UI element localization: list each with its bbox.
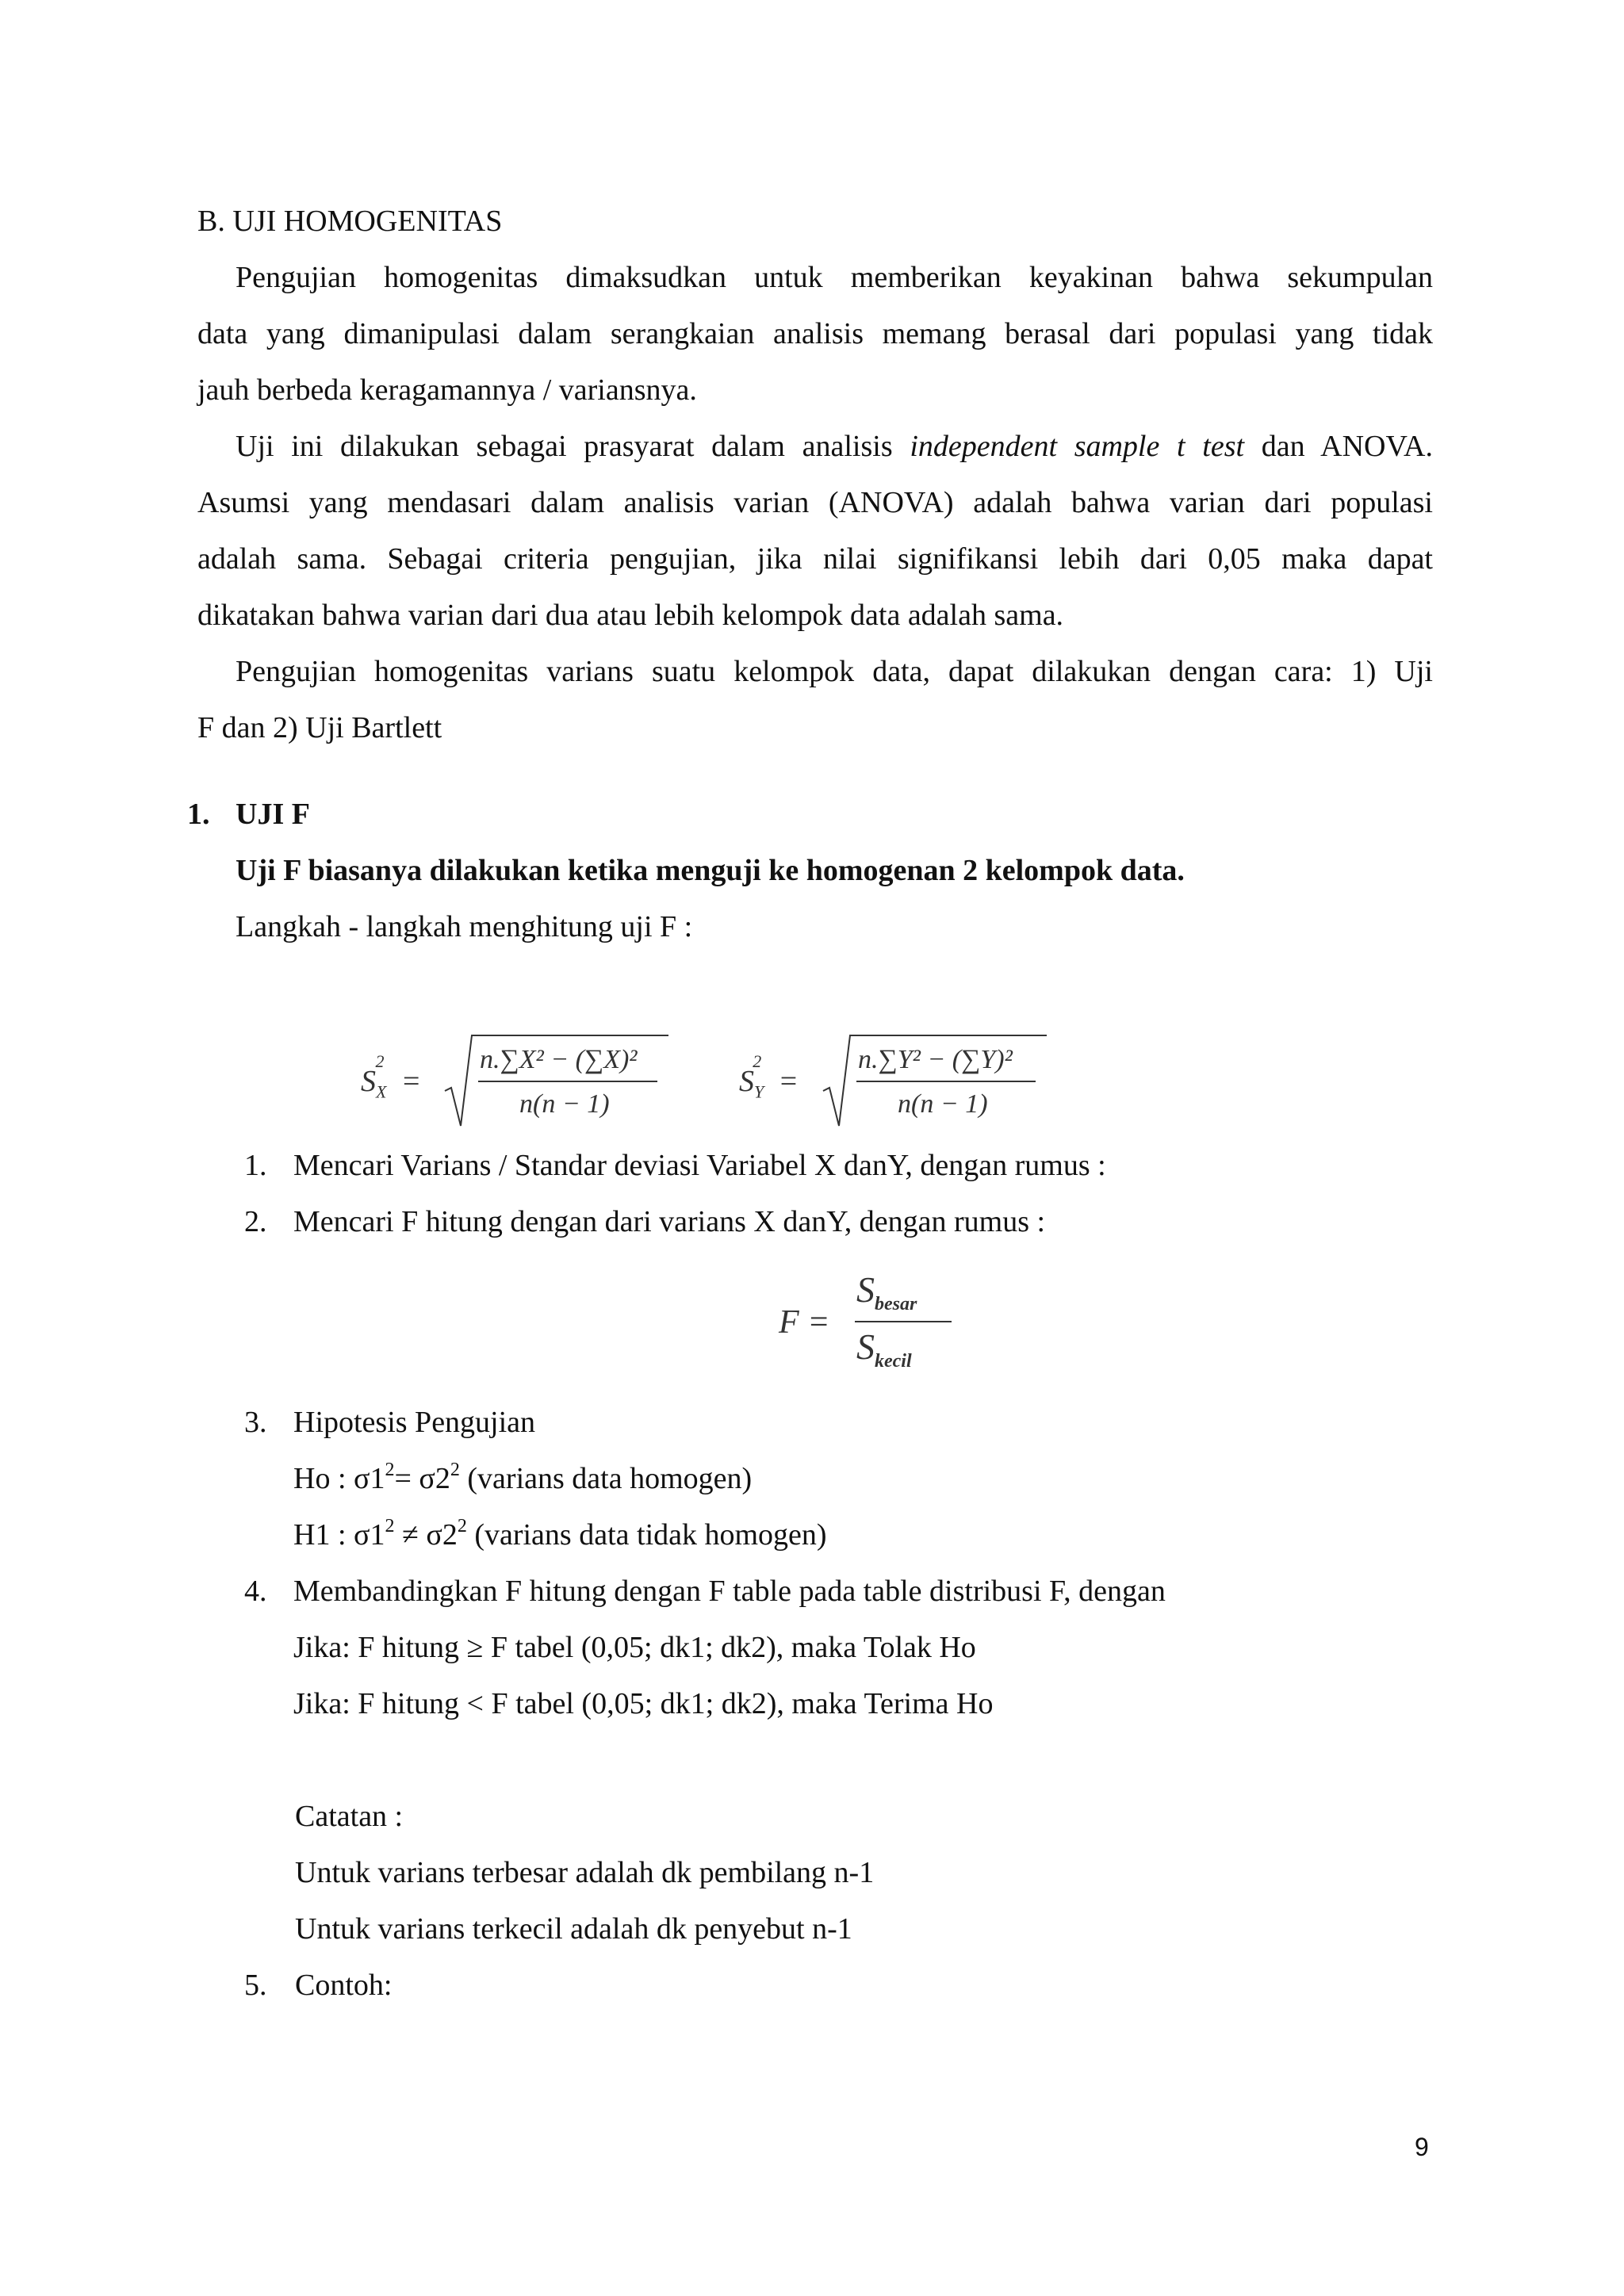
h1-sup-1: 2 <box>385 1516 395 1537</box>
step-1-text: Mencari Varians / Standar deviasi Variabel X danY, dengan rumus : <box>293 1149 1106 1182</box>
decision-reject: Jika: F hitung ≥ F tabel (0,05; dk1; dk2), maka Tolak Ho <box>293 1631 976 1664</box>
paragraph-1-line-3: jauh berbeda keragamannya / variansnya. <box>197 373 697 407</box>
sx-superscript: 2 <box>375 1051 385 1072</box>
h1-post: (varians data tidak homogen) <box>466 1518 827 1552</box>
sx-symbol: S <box>361 1065 376 1098</box>
h1-sup-2: 2 <box>457 1516 467 1537</box>
f-num-subscript: besar <box>875 1294 917 1315</box>
step-4-number: 4. <box>244 1575 267 1608</box>
f-num-symbol: S <box>856 1269 875 1310</box>
formula-f <box>779 1269 953 1380</box>
note-line-2: Untuk varians terkecil adalah dk penyebut n-1 <box>295 1912 852 1946</box>
step-2-text: Mencari F hitung dengan dari varians X danY, dengan rumus : <box>293 1205 1046 1238</box>
sy-numerator: n.∑Y² − (∑Y)² <box>858 1045 1013 1074</box>
paragraph-2-line-2: Asumsi yang mendasari dalam analisis varian (ANOVA) adalah bahwa varian dari populasi <box>197 486 1433 519</box>
h0-mid: = σ2 <box>394 1462 450 1495</box>
note-title: Catatan : <box>295 1800 404 1833</box>
sy-equals: = <box>779 1065 798 1098</box>
sy-denominator: n(n − 1) <box>898 1089 988 1119</box>
step-1-number: 1. <box>244 1149 267 1182</box>
step-4-text: Membandingkan F hitung dengan F table pada table distribusi F, dengan <box>293 1575 1166 1608</box>
sy-superscript: 2 <box>753 1051 762 1072</box>
section-heading: B. UJI HOMOGENITAS <box>197 205 503 238</box>
sx-equals: = <box>402 1065 420 1098</box>
h1-mid: ≠ σ2 <box>394 1518 458 1552</box>
h0-sup-2: 2 <box>450 1460 460 1481</box>
paragraph-3-line-1: Pengujian homogenitas varians suatu kelompok data, dapat dilakukan dengan cara: 1) Uji <box>236 655 1433 688</box>
step-3-number: 3. <box>244 1406 267 1439</box>
section-number: 1. <box>187 798 210 831</box>
h0-post: (varians data homogen) <box>459 1462 753 1495</box>
note-line-1: Untuk varians terbesar adalah dk pembilang n-1 <box>295 1856 875 1889</box>
step-3-text: Hipotesis Pengujian <box>293 1406 536 1439</box>
hypothesis-h0 <box>293 1460 752 1498</box>
paragraph-2-text: Uji ini dilakukan sebagai prasyarat dalam analisis <box>236 430 910 463</box>
f-numerator <box>856 1269 917 1315</box>
formula-sy <box>739 1029 1048 1132</box>
f-den-subscript: kecil <box>875 1351 912 1372</box>
h0-pre: Ho : σ1 <box>293 1462 385 1495</box>
paragraph-2-text-end: dan ANOVA. <box>1244 430 1433 463</box>
f-denominator <box>856 1326 912 1372</box>
h0-sup-1: 2 <box>385 1460 395 1481</box>
step-2-number: 2. <box>244 1205 267 1238</box>
hypothesis-h1 <box>293 1516 827 1554</box>
section-intro: Langkah - langkah menghitung uji F : <box>236 910 693 943</box>
step-5-text: Contoh: <box>295 1969 393 2002</box>
sx-subscript: X <box>376 1081 387 1102</box>
f-fraction-bar <box>855 1319 953 1324</box>
section-bold-sentence: Uji F biasanya dilakukan ketika menguji ke homogenan 2 kelompok data. <box>236 854 1185 887</box>
f-den-symbol: S <box>856 1326 875 1367</box>
sy-symbol: S <box>739 1065 754 1098</box>
sy-subscript: Y <box>754 1081 764 1102</box>
step-5-number: 5. <box>244 1969 267 2002</box>
paragraph-3-line-2: F dan 2) Uji Bartlett <box>197 711 442 744</box>
paragraph-2-line-1 <box>236 427 1433 465</box>
paragraph-1-line-2: data yang dimanipulasi dalam serangkaian analisis memang berasal dari populasi yang tidak <box>197 317 1433 350</box>
page-number: 9 <box>1415 2133 1429 2161</box>
paragraph-2-line-3: adalah sama. Sebagai criteria pengujian, jika nilai signifikansi lebih dari 0,05 maka dapat <box>197 542 1433 576</box>
sx-numerator: n.∑X² − (∑X)² <box>480 1045 638 1074</box>
section-title: UJI F <box>236 798 310 831</box>
italic-term: independent sample t test <box>910 430 1245 463</box>
paragraph-1-line-1: Pengujian homogenitas dimaksudkan untuk memberikan keyakinan bahwa sekumpulan <box>236 261 1433 294</box>
decision-accept: Jika: F hitung < F tabel (0,05; dk1; dk2), maka Terima Ho <box>293 1687 994 1720</box>
h1-pre: H1 : σ1 <box>293 1518 385 1552</box>
formula-sx <box>361 1029 670 1132</box>
f-lhs: F = <box>779 1304 830 1341</box>
sx-denominator: n(n − 1) <box>519 1089 610 1119</box>
paragraph-2-line-4: dikatakan bahwa varian dari dua atau lebih kelompok data adalah sama. <box>197 599 1064 632</box>
